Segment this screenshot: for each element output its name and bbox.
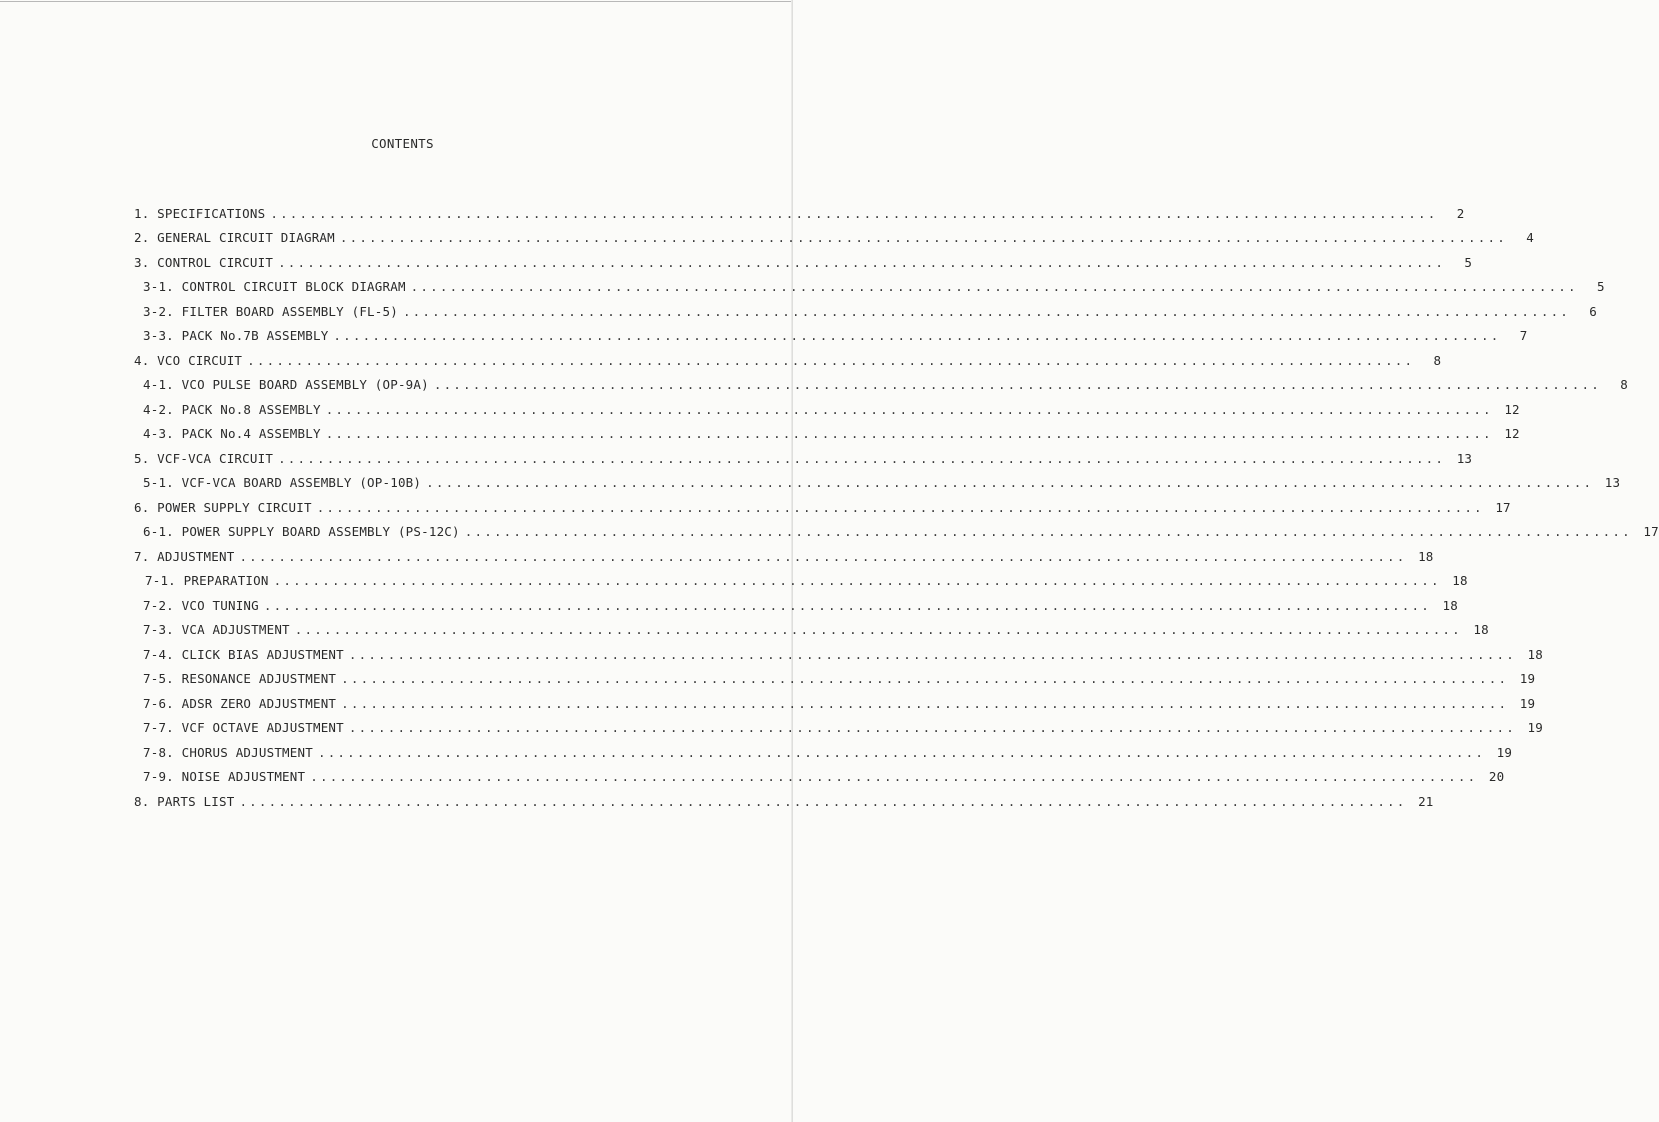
toc-subentry xyxy=(143,647,1543,667)
dot-leader: ........................................................................................................................ xyxy=(278,451,1446,466)
toc-subentry xyxy=(143,426,1520,446)
toc-subentry xyxy=(143,475,1621,495)
toc-entry-page: 12 xyxy=(1504,402,1520,417)
toc-subentry xyxy=(143,402,1520,422)
toc-entry xyxy=(134,206,1465,226)
toc-entry xyxy=(134,451,1473,471)
toc-entry-page: 8 xyxy=(1433,353,1442,368)
toc-entry-page: 19 xyxy=(1496,745,1513,760)
toc-subentry xyxy=(143,328,1528,348)
toc-entry-label: 7-8. CHORUS ADJUSTMENT xyxy=(143,745,313,760)
toc-entry-label: 6. POWER SUPPLY CIRCUIT xyxy=(134,500,312,515)
dot-leader: ........................................................................................................................ xyxy=(239,794,1407,809)
page-title: CONTENTS xyxy=(371,136,434,151)
toc-entry-label: 5. VCF-VCA CIRCUIT xyxy=(134,451,274,466)
toc-entry-page: 20 xyxy=(1488,769,1505,784)
toc-subentry xyxy=(143,598,1458,618)
dot-leader: ........................................................................................................................ xyxy=(310,769,1478,784)
toc-subentry xyxy=(143,696,1536,716)
toc-entry xyxy=(134,230,1534,250)
toc-entry-label: 7-5. RESONANCE ADJUSTMENT xyxy=(143,671,337,686)
toc-entry-label: 7. ADJUSTMENT xyxy=(134,549,235,564)
toc-subentry xyxy=(143,524,1659,544)
toc-entry-page: 8 xyxy=(1620,377,1628,392)
toc-subentry xyxy=(143,745,1513,765)
toc-subentry xyxy=(143,279,1605,299)
dot-leader: ........................................................................................................................ xyxy=(402,304,1571,319)
toc-entry-label: 1. SPECIFICATIONS xyxy=(134,206,266,221)
dot-leader: ........................................................................................................................ xyxy=(464,524,1632,539)
toc-entry-page: 2 xyxy=(1456,206,1465,221)
toc-entry-label: 4-2. PACK No.8 ASSEMBLY xyxy=(143,402,321,417)
dot-leader: ........................................................................................................................ xyxy=(341,696,1509,711)
toc-entry xyxy=(134,500,1511,520)
dot-leader: ........................................................................................................................ xyxy=(433,377,1601,392)
toc-subentry xyxy=(143,769,1505,789)
toc-entry xyxy=(134,255,1473,275)
toc-subentry xyxy=(143,304,1598,324)
toc-subentry xyxy=(143,720,1543,740)
dot-leader: ........................................................................................................................ xyxy=(247,353,1415,368)
toc-entry-page: 17 xyxy=(1495,500,1511,515)
toc-entry-label: 7-7. VCF OCTAVE ADJUSTMENT xyxy=(143,720,344,735)
toc-entry-page: 7 xyxy=(1519,328,1528,343)
toc-subentry xyxy=(143,622,1489,642)
toc-entry xyxy=(134,794,1434,814)
dot-leader: ........................................................................................................................ xyxy=(348,720,1516,735)
toc-entry-label: 7-1. PREPARATION xyxy=(145,573,269,588)
dot-leader: ........................................................................................................................ xyxy=(316,500,1484,515)
toc-entry-page: 18 xyxy=(1418,549,1434,564)
toc-entry-label: 3-3. PACK No.7B ASSEMBLY xyxy=(143,328,329,343)
dot-leader: ........................................................................................................................ xyxy=(270,206,1438,221)
toc-entry-page: 12 xyxy=(1504,426,1520,441)
dot-leader: ........................................................................................................................ xyxy=(348,647,1516,662)
toc-entry xyxy=(134,549,1434,569)
dot-leader: ........................................................................................................................ xyxy=(294,622,1462,637)
page-top-edge xyxy=(0,1,793,2)
toc-subentry xyxy=(143,377,1628,397)
toc-entry-page: 4 xyxy=(1526,230,1534,245)
dot-leader: ........................................................................................................................ xyxy=(273,573,1441,588)
toc-entry-page: 5 xyxy=(1464,255,1473,270)
toc-subentry xyxy=(143,671,1536,691)
dot-leader: ........................................................................................................................ xyxy=(341,671,1509,686)
toc-entry-page: 21 xyxy=(1418,794,1434,809)
dot-leader: ........................................................................................................................ xyxy=(325,426,1493,441)
toc-entry-label: 3-2. FILTER BOARD ASSEMBLY (FL-5) xyxy=(143,304,398,319)
toc-entry-label: 6-1. POWER SUPPLY BOARD ASSEMBLY (PS-12C) xyxy=(143,524,460,539)
toc-entry-label: 4-3. PACK No.4 ASSEMBLY xyxy=(143,426,321,441)
toc-entry-label: 5-1. VCF-VCA BOARD ASSEMBLY (OP-10B) xyxy=(143,475,422,490)
toc-entry-label: 7-3. VCA ADJUSTMENT xyxy=(143,622,290,637)
dot-leader: ........................................................................................................................ xyxy=(325,402,1493,417)
toc-entry-page: 18 xyxy=(1527,647,1543,662)
toc-entry-page: 13 xyxy=(1456,451,1473,466)
toc-entry-label: 4-1. VCO PULSE BOARD ASSEMBLY (OP-9A) xyxy=(143,377,429,392)
toc-entry-label: 7-6. ADSR ZERO ADJUSTMENT xyxy=(143,696,337,711)
toc-entry-label: 7-9. NOISE ADJUSTMENT xyxy=(143,769,306,784)
toc-entry-page: 19 xyxy=(1519,671,1536,686)
dot-leader: ........................................................................................................................ xyxy=(426,475,1594,490)
toc-entry-page: 5 xyxy=(1597,279,1605,294)
dot-leader: ........................................................................................................................ xyxy=(278,255,1446,270)
toc-entry-page: 17 xyxy=(1643,524,1659,539)
toc-entry-page: 19 xyxy=(1527,720,1543,735)
toc-entry-label: 4. VCO CIRCUIT xyxy=(134,353,243,368)
toc-entry-page: 18 xyxy=(1473,622,1489,637)
toc-subentry xyxy=(145,573,1468,593)
toc-entry-label: 3. CONTROL CIRCUIT xyxy=(134,255,274,270)
toc-entry-page: 6 xyxy=(1589,304,1598,319)
toc-entry-label: 2. GENERAL CIRCUIT DIAGRAM xyxy=(134,230,335,245)
toc-entry-label: 3-1. CONTROL CIRCUIT BLOCK DIAGRAM xyxy=(143,279,406,294)
dot-leader: ........................................................................................................................ xyxy=(263,598,1431,613)
toc-entry-label: 7-2. VCO TUNING xyxy=(143,598,259,613)
toc-entry-page: 18 xyxy=(1442,598,1458,613)
toc-entry xyxy=(134,353,1442,373)
toc-entry-page: 19 xyxy=(1519,696,1536,711)
toc-entry-page: 13 xyxy=(1604,475,1621,490)
dot-leader: ........................................................................................................................ xyxy=(410,279,1578,294)
dot-leader: ........................................................................................................................ xyxy=(317,745,1486,760)
toc-entry-label: 8. PARTS LIST xyxy=(134,794,235,809)
dot-leader: ........................................................................................................................ xyxy=(333,328,1501,343)
dot-leader: ........................................................................................................................ xyxy=(239,549,1407,564)
toc-entry-label: 7-4. CLICK BIAS ADJUSTMENT xyxy=(143,647,344,662)
toc-entry-page: 18 xyxy=(1452,573,1468,588)
dot-leader: ........................................................................................................................ xyxy=(339,230,1507,245)
